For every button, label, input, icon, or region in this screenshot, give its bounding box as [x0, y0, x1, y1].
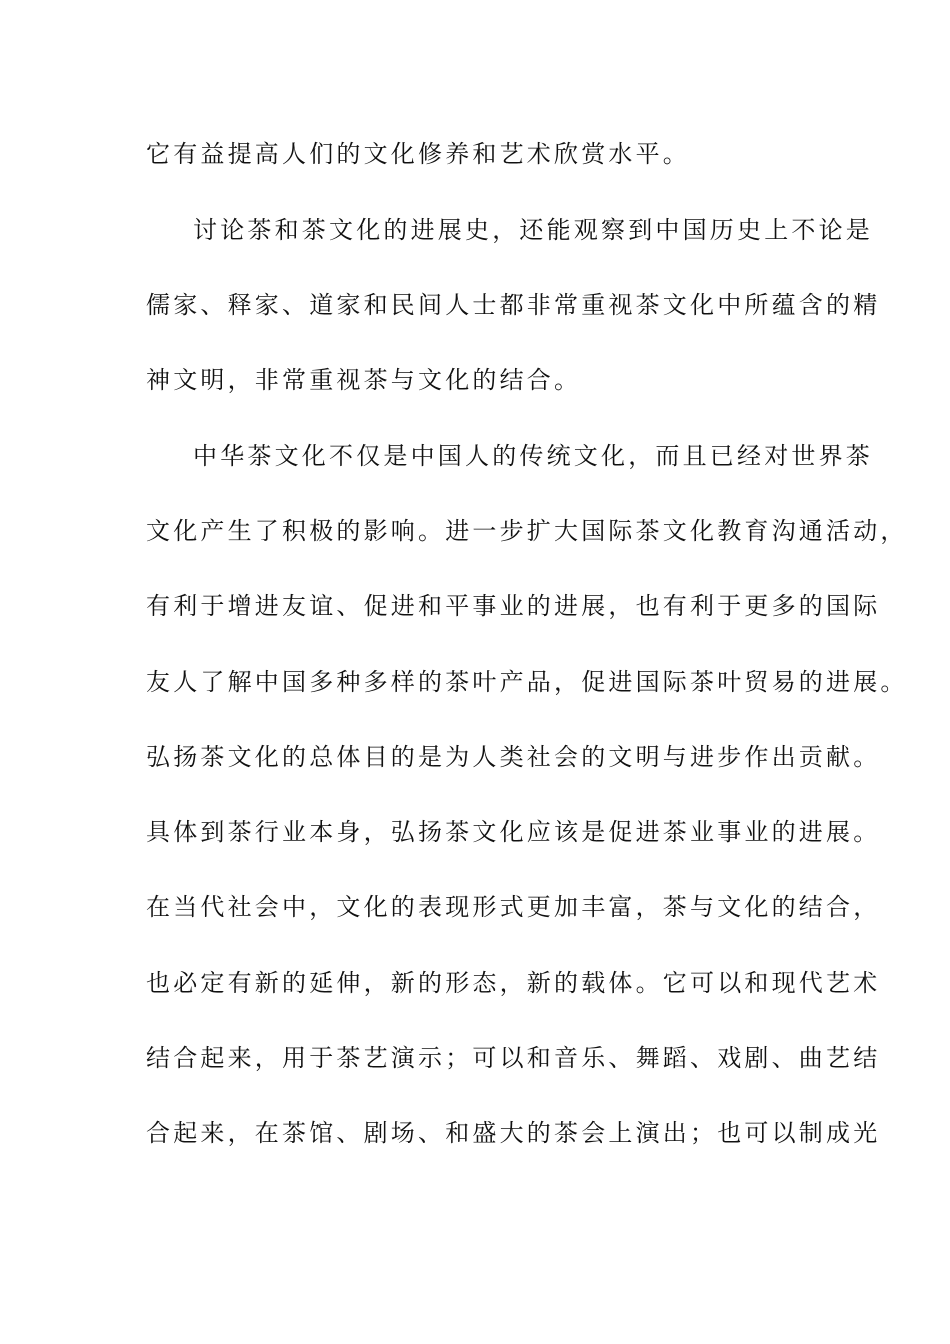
text-line-5: 中华茶文化不仅是中国人的传统文化，而且已经对世界茶 [193, 442, 873, 470]
text-line-8: 友人了解中国多种多样的茶叶产品，促进国际茶叶贸易的进展。 [146, 668, 908, 696]
text-line-14: 合起来，在茶馆、剧场、和盛大的茶会上演出；也可以制成光 [146, 1119, 881, 1147]
text-line-10: 具体到茶行业本身，弘扬茶文化应该是促进茶业事业的进展。 [146, 818, 881, 846]
text-line-3: 儒家、释家、道家和民间人士都非常重视茶文化中所蕴含的精 [146, 291, 881, 319]
text-line-4: 神文明，非常重视茶与文化的结合。 [146, 366, 582, 394]
text-line-1: 它有益提高人们的文化修养和艺术欣赏水平。 [146, 140, 690, 168]
text-line-13: 结合起来，用于茶艺演示；可以和音乐、舞蹈、戏剧、曲艺结 [146, 1044, 881, 1072]
text-line-9: 弘扬茶文化的总体目的是为人类社会的文明与进步作出贡献。 [146, 743, 881, 771]
text-line-2: 讨论茶和茶文化的进展史，还能观察到中国历史上不论是 [193, 216, 873, 244]
text-line-7: 有利于增进友谊、促进和平事业的进展，也有利于更多的国际 [146, 592, 881, 620]
text-line-12: 也必定有新的延伸，新的形态，新的载体。它可以和现代艺术 [146, 969, 881, 997]
text-line-6: 文化产生了积极的影响。进一步扩大国际茶文化教育沟通活动， [146, 517, 908, 545]
text-line-11: 在当代社会中，文化的表现形式更加丰富，茶与文化的结合， [146, 893, 881, 921]
